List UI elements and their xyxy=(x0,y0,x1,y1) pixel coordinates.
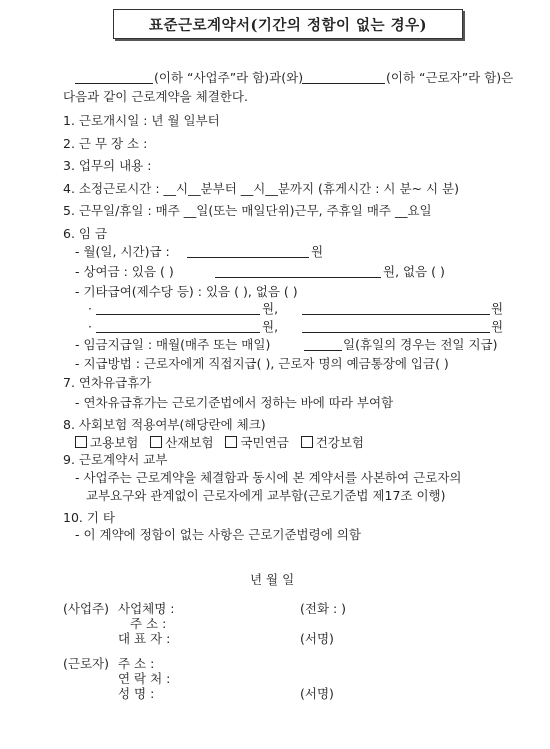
worker-address-label: 주 소 : xyxy=(118,656,155,671)
item-social-insurance: 8. 사회보험 적용여부(해당란에 체크) xyxy=(63,417,266,432)
employer-phone: (전화 : ) xyxy=(300,601,347,616)
checkbox-national-pension[interactable]: 국민연금 xyxy=(225,435,288,450)
intro-line1-a: (이하 “사업주”라 함)과(와) xyxy=(154,70,304,85)
document-title: 표준근로계약서(기간의 정함이 없는 경우) xyxy=(149,16,427,34)
item-start-date: 1. 근로개시일 : 년 월 일부터 xyxy=(63,113,220,128)
bonus-label: - 상여금 : 있음 ( ) xyxy=(75,264,174,279)
checkbox-icon xyxy=(301,436,313,448)
social-insurance-options xyxy=(75,435,364,450)
worker-signature: (서명) xyxy=(300,686,334,701)
bonus-unit: 원, 없음 ( ) xyxy=(383,264,445,279)
employer-signature: (서명) xyxy=(300,631,334,646)
checkbox-icon xyxy=(75,436,87,448)
item-wage: 6. 임 금 xyxy=(63,226,108,241)
employer-address-label: 주 소 : xyxy=(130,616,167,631)
item-workplace: 2. 근 무 장 소 : xyxy=(63,136,148,151)
wage-monthly-blank xyxy=(187,257,309,258)
pay-date-blank xyxy=(304,350,342,351)
other-pay-row2-unit1: 원, xyxy=(262,319,279,334)
other-desc: - 이 계약에 정함이 없는 사항은 근로기준법령에 의함 xyxy=(75,527,361,542)
item-contract-delivery: 9. 근로계약서 교부 xyxy=(63,452,168,467)
other-pay-label: - 기타급여(제수당 등) : 있음 ( ), 없음 ( ) xyxy=(75,284,298,299)
wage-monthly-unit: 원 xyxy=(311,244,324,259)
other-pay-row1-blank2 xyxy=(302,314,490,315)
bonus-blank xyxy=(215,277,381,278)
other-pay-row1-blank1 xyxy=(96,314,260,315)
pay-method: - 지급방법 : 근로자에게 직접지급( ), 근로자 명의 예금통장에 입금( ) xyxy=(75,356,449,371)
document-title-box xyxy=(113,9,463,39)
checkbox-icon xyxy=(150,436,162,448)
other-pay-row1-dot: · xyxy=(88,301,92,316)
other-pay-row2-dot: · xyxy=(88,319,92,334)
checkbox-employment-insurance[interactable]: 고용보험 xyxy=(75,435,138,450)
other-pay-row2-blank1 xyxy=(96,332,260,333)
signing-date: 년 월 일 xyxy=(250,572,295,587)
intro-line1-b: (이하 “근로자”라 함)은 xyxy=(386,70,514,85)
worker-contact-label: 연 락 처 : xyxy=(118,671,171,686)
employer-business-name-label: 사업체명 : xyxy=(118,601,175,616)
intro-line2: 다음과 같이 근로계약을 체결한다. xyxy=(63,89,248,104)
item-duties: 3. 업무의 내용 : xyxy=(63,158,152,173)
annual-leave-desc: - 연차유급휴가는 근로기준법에서 정하는 바에 따라 부여함 xyxy=(75,395,394,410)
item-annual-leave: 7. 연차유급휴가 xyxy=(63,375,152,390)
worker-name-blank xyxy=(302,83,385,84)
checkbox-industrial-accident[interactable]: 산재보험 xyxy=(150,435,213,450)
contract-delivery-desc2: 교부요구와 관계없이 근로자에게 교부함(근로기준법 제17조 이행) xyxy=(86,488,446,503)
contract-delivery-desc1: - 사업주는 근로계약을 체결함과 동시에 본 계약서를 사본하여 근로자의 xyxy=(75,470,462,485)
worker-name-label: 성 명 : xyxy=(118,686,155,701)
worker-label: (근로자) xyxy=(63,656,109,671)
other-pay-row2-unit2: 원 xyxy=(491,319,504,334)
checkbox-health-insurance[interactable]: 건강보험 xyxy=(301,435,364,450)
other-pay-row2-blank2 xyxy=(302,332,490,333)
other-pay-row1-unit1: 원, xyxy=(262,301,279,316)
employer-label: (사업주) xyxy=(63,601,109,616)
pay-date-note: 일(휴일의 경우는 전일 지급) xyxy=(343,337,498,352)
employer-representative-label: 대 표 자 : xyxy=(118,631,171,646)
other-pay-row1-unit2: 원 xyxy=(491,301,504,316)
pay-date-label: - 임금지급일 : 매월(매주 또는 매일) xyxy=(75,337,271,352)
item-workdays: 5. 근무일/휴일 : 매주 __일(또는 매일단위)근무, 주휴일 매주 __요일 xyxy=(63,203,432,218)
item-other: 10. 기 타 xyxy=(63,510,115,525)
wage-monthly-label: - 월(일, 시간)급 : xyxy=(75,244,170,259)
employer-name-blank xyxy=(75,83,153,84)
checkbox-icon xyxy=(225,436,237,448)
item-working-hours: 4. 소정근로시간 : __시__분부터 __시__분까지 (휴게시간 : 시 분~ 시 분) xyxy=(63,181,459,196)
